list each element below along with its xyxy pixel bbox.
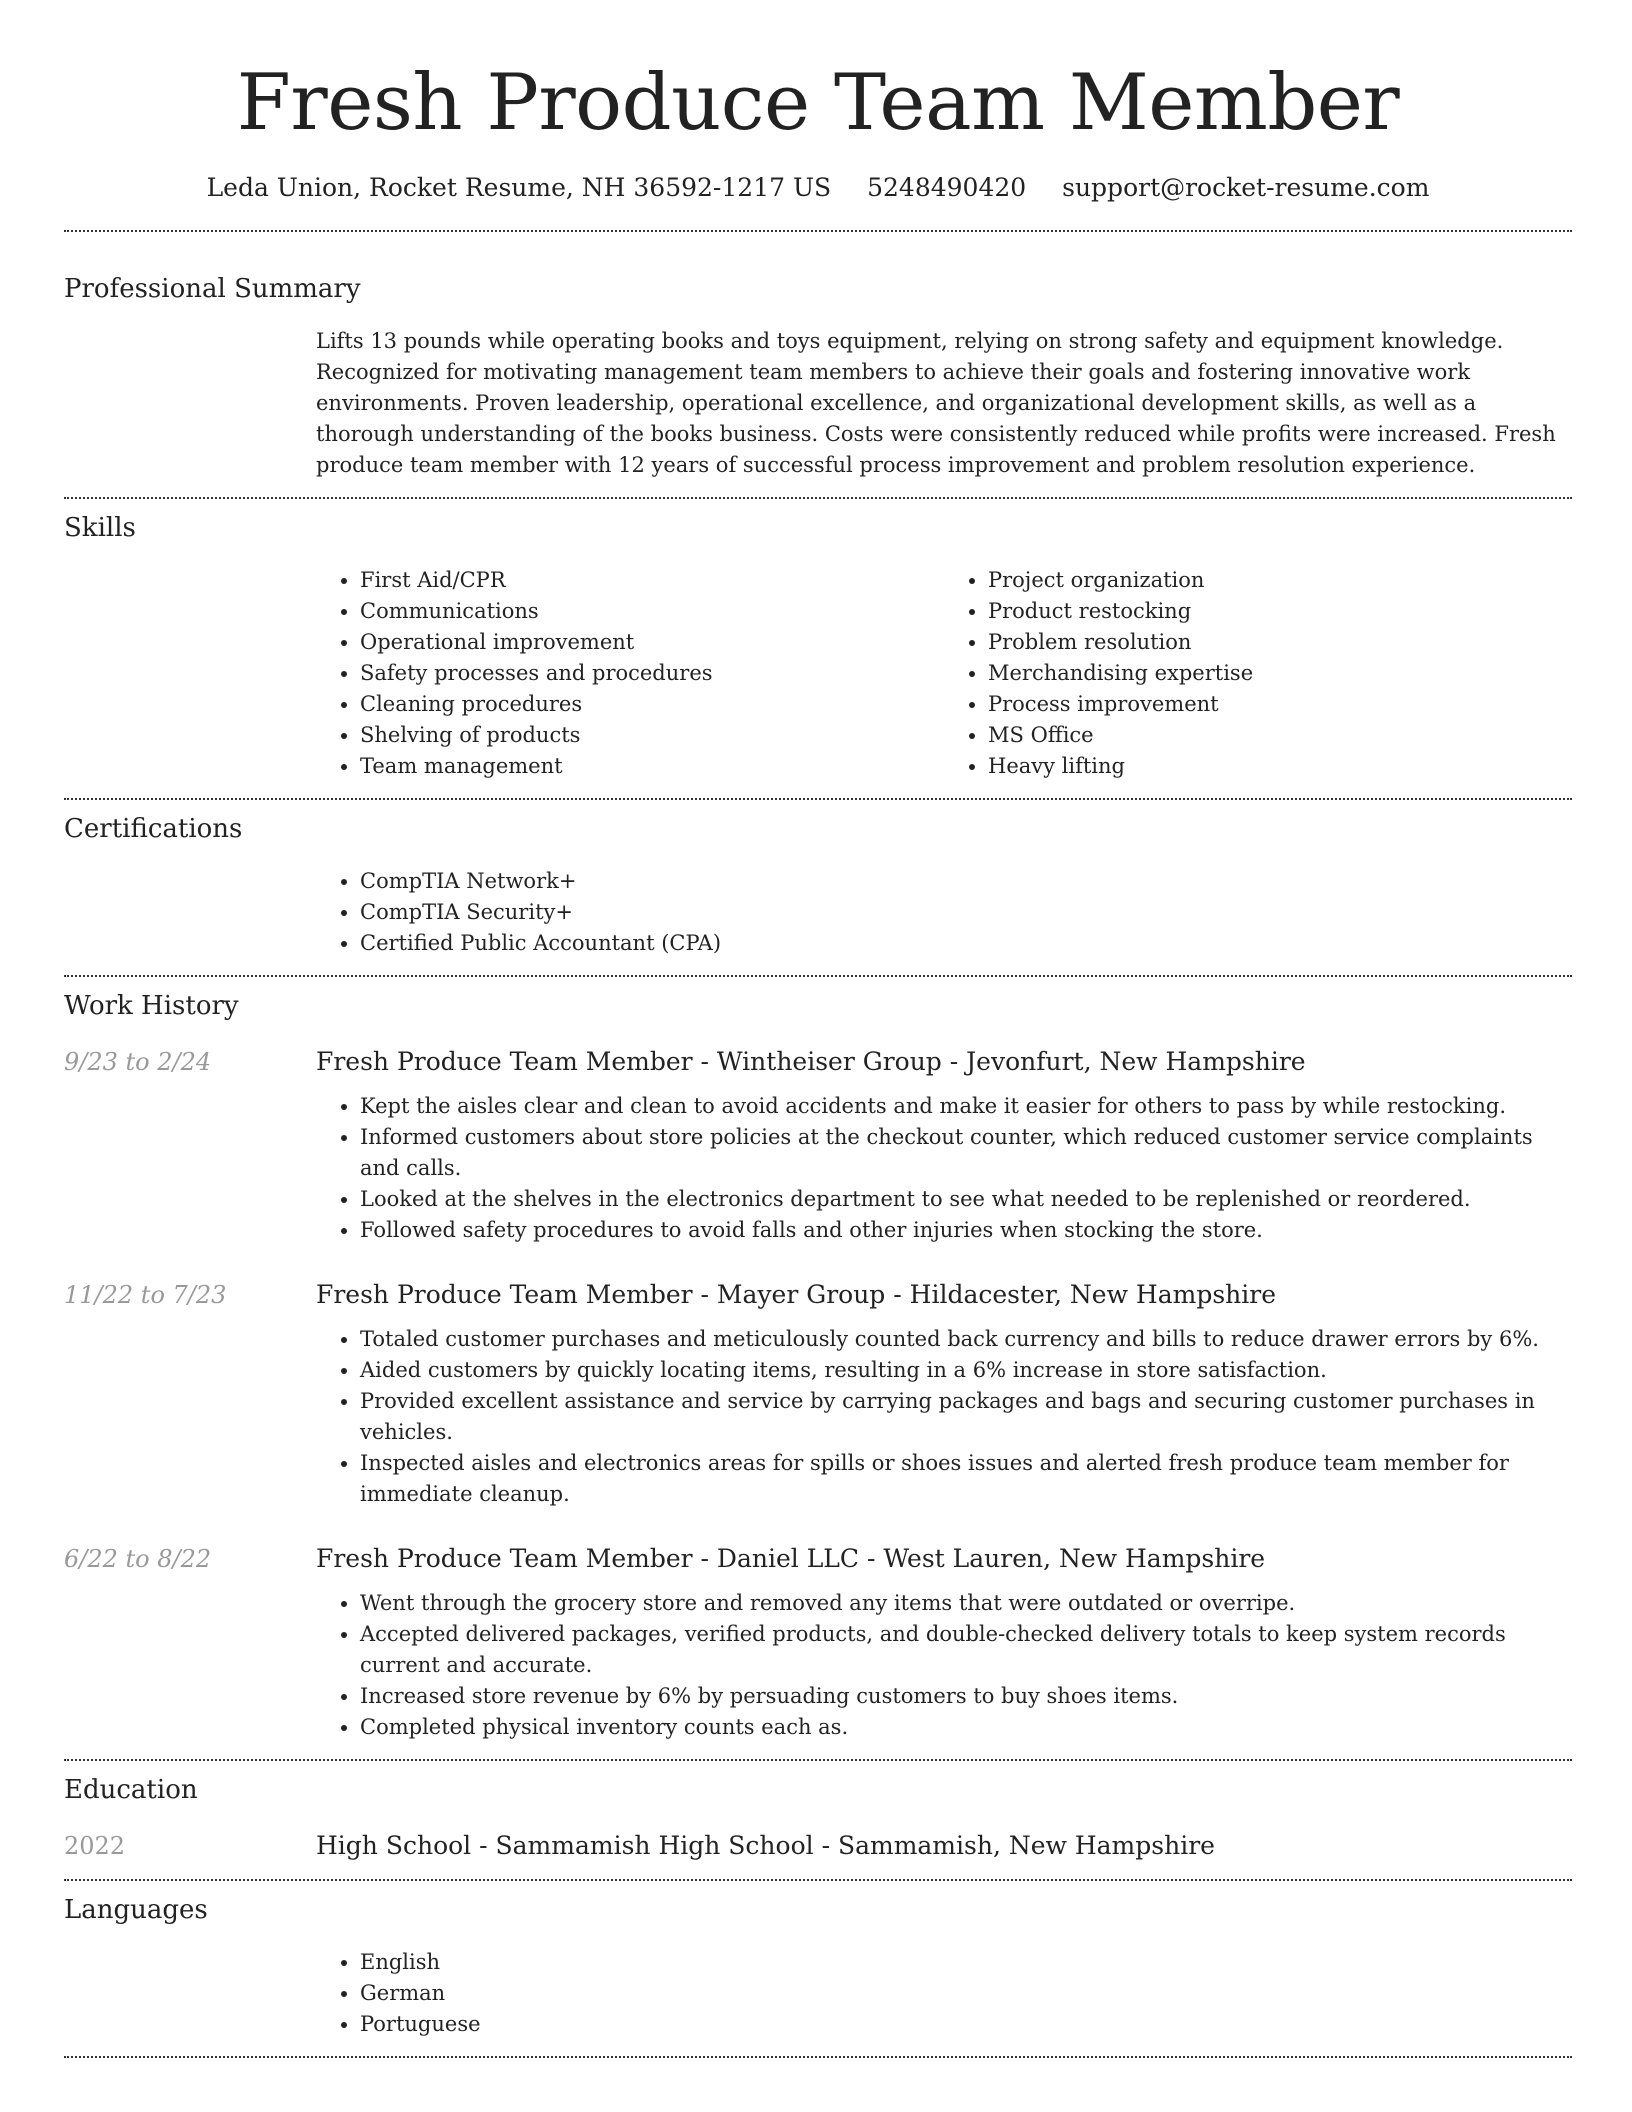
- candidate-name: Fresh Produce Team Member: [236, 58, 1400, 148]
- skills-list: [316, 565, 1572, 782]
- job-dates: 9/23 to 2/24: [64, 1048, 212, 1076]
- section-title: Certifications: [64, 814, 243, 844]
- job-bullet: • Went through the grocery store and removed any items that were outdated or overripe.: [360, 1588, 1572, 1619]
- job-entry: [64, 1542, 1572, 1743]
- skill-item: • MS Office: [988, 720, 1572, 751]
- section-title: Professional Summary: [64, 274, 361, 304]
- certifications-items: [316, 866, 1572, 959]
- skills-column-left: [316, 565, 944, 782]
- job-dates: 11/22 to 7/23: [64, 1281, 227, 1309]
- summary-section: [64, 232, 1572, 497]
- job-heading: Fresh Produce Team Member - Daniel LLC - West Lauren, New Hampshire: [316, 1544, 1266, 1573]
- job-bullet: • Totaled customer purchases and meticulously counted back currency and bills to reduce drawer errors by 6%.: [360, 1324, 1572, 1355]
- job-entry: [64, 1278, 1572, 1510]
- job-heading: Fresh Produce Team Member - Mayer Group - Hildacester, New Hampshire: [316, 1280, 1277, 1309]
- job-dates: 6/22 to 8/22: [64, 1545, 212, 1573]
- contact-address: Leda Union, Rocket Resume, NH 36592-1217 US: [206, 173, 832, 202]
- job-bullets: [316, 1091, 1572, 1246]
- skill-item: • Merchandising expertise: [988, 658, 1572, 689]
- job-details: [316, 1588, 1572, 1743]
- certifications-section: [64, 800, 1572, 975]
- job-entry: [64, 1045, 1572, 1246]
- education-heading: High School - Sammamish High School - Sammamish, New Hampshire: [316, 1831, 1215, 1860]
- language-item: • Portuguese: [360, 2009, 1572, 2040]
- resume-page: [64, 0, 1572, 2058]
- certification-item: • CompTIA Network+: [360, 866, 1572, 897]
- skill-item: • Product restocking: [988, 596, 1572, 627]
- job-bullet: • Increased store revenue by 6% by persuading customers to buy shoes items.: [360, 1681, 1572, 1712]
- skill-item: • First Aid/CPR: [360, 565, 944, 596]
- skill-item: • Process improvement: [988, 689, 1572, 720]
- skill-item: • Safety processes and procedures: [360, 658, 944, 689]
- language-items: [316, 1947, 1572, 2040]
- job-bullet: • Looked at the shelves in the electronics department to see what needed to be replenished or reordered.: [360, 1184, 1572, 1215]
- contact-email: support@rocket-resume.com: [1062, 173, 1430, 202]
- skill-item: • Heavy lifting: [988, 751, 1572, 782]
- language-item: • German: [360, 1978, 1572, 2009]
- job-details: [316, 1091, 1572, 1246]
- section-title: Work History: [64, 991, 239, 1021]
- job-header: [64, 1278, 1572, 1312]
- job-bullet: • Completed physical inventory counts each as.: [360, 1712, 1572, 1743]
- skill-item: • Cleaning procedures: [360, 689, 944, 720]
- job-bullets: [316, 1588, 1572, 1743]
- certification-item: • CompTIA Security+: [360, 897, 1572, 928]
- job-heading: Fresh Produce Team Member - Wintheiser Group - Jevonfurt, New Hampshire: [316, 1047, 1306, 1076]
- job-header: [64, 1542, 1572, 1576]
- languages-section: [64, 1881, 1572, 2056]
- job-bullet: • Informed customers about store policies at the checkout counter, which reduced customer service complaints and calls.: [360, 1122, 1572, 1184]
- education-year: 2022: [64, 1832, 126, 1860]
- job-details: [316, 1324, 1572, 1510]
- skill-item: • Communications: [360, 596, 944, 627]
- contact-phone: 5248490420: [867, 173, 1027, 202]
- contact-line: [64, 171, 1572, 205]
- job-bullets: [316, 1324, 1572, 1510]
- skill-item: • Operational improvement: [360, 627, 944, 658]
- work-history-section: [64, 977, 1572, 1759]
- section-title: Languages: [64, 1895, 208, 1925]
- education-section: [64, 1761, 1572, 1879]
- job-header: [64, 1045, 1572, 1079]
- job-bullet: • Followed safety procedures to avoid falls and other injuries when stocking the store.: [360, 1215, 1572, 1246]
- job-bullet: • Aided customers by quickly locating items, resulting in a 6% increase in store satisfaction.: [360, 1355, 1572, 1386]
- language-item: • English: [360, 1947, 1572, 1978]
- job-bullet: • Provided excellent assistance and service by carrying packages and bags and securing customer purchases in vehicles.: [360, 1386, 1572, 1448]
- skill-item: • Shelving of products: [360, 720, 944, 751]
- skill-item: • Project organization: [988, 565, 1572, 596]
- skill-item: • Problem resolution: [988, 627, 1572, 658]
- certification-item: • Certified Public Accountant (CPA): [360, 928, 1572, 959]
- section-title: Education: [64, 1775, 198, 1805]
- certifications-list: [316, 866, 1572, 959]
- languages-list: [316, 1947, 1572, 2040]
- resume-header: [64, 0, 1572, 205]
- job-bullet: • Inspected aisles and electronics areas for spills or shoes issues and alerted fresh produce team member for immediate cleanup.: [360, 1448, 1572, 1510]
- summary-text: Lifts 13 pounds while operating books and toys equipment, relying on strong safety and equipment knowledge. Recognized for motivating management team members to achieve their goals and fostering innovative work environments. Proven leadership, operational excellence, and organizational development skills, as well as a thorough understanding of the books business. Costs were consistently reduced while profits were increased. Fresh produce team member with 12 years of successful process improvement and problem resolution experience.: [316, 329, 1556, 477]
- section-title: Skills: [64, 513, 136, 543]
- skills-column-right: [944, 565, 1572, 782]
- skill-item: • Team management: [360, 751, 944, 782]
- job-bullet: • Accepted delivered packages, verified products, and double-checked delivery totals to keep system records current and accurate.: [360, 1619, 1572, 1681]
- education-entry: [64, 1829, 1572, 1863]
- skills-section: [64, 499, 1572, 798]
- job-bullet: • Kept the aisles clear and clean to avoid accidents and make it easier for others to pass by while restocking.: [360, 1091, 1572, 1122]
- section-divider: [64, 2056, 1572, 2058]
